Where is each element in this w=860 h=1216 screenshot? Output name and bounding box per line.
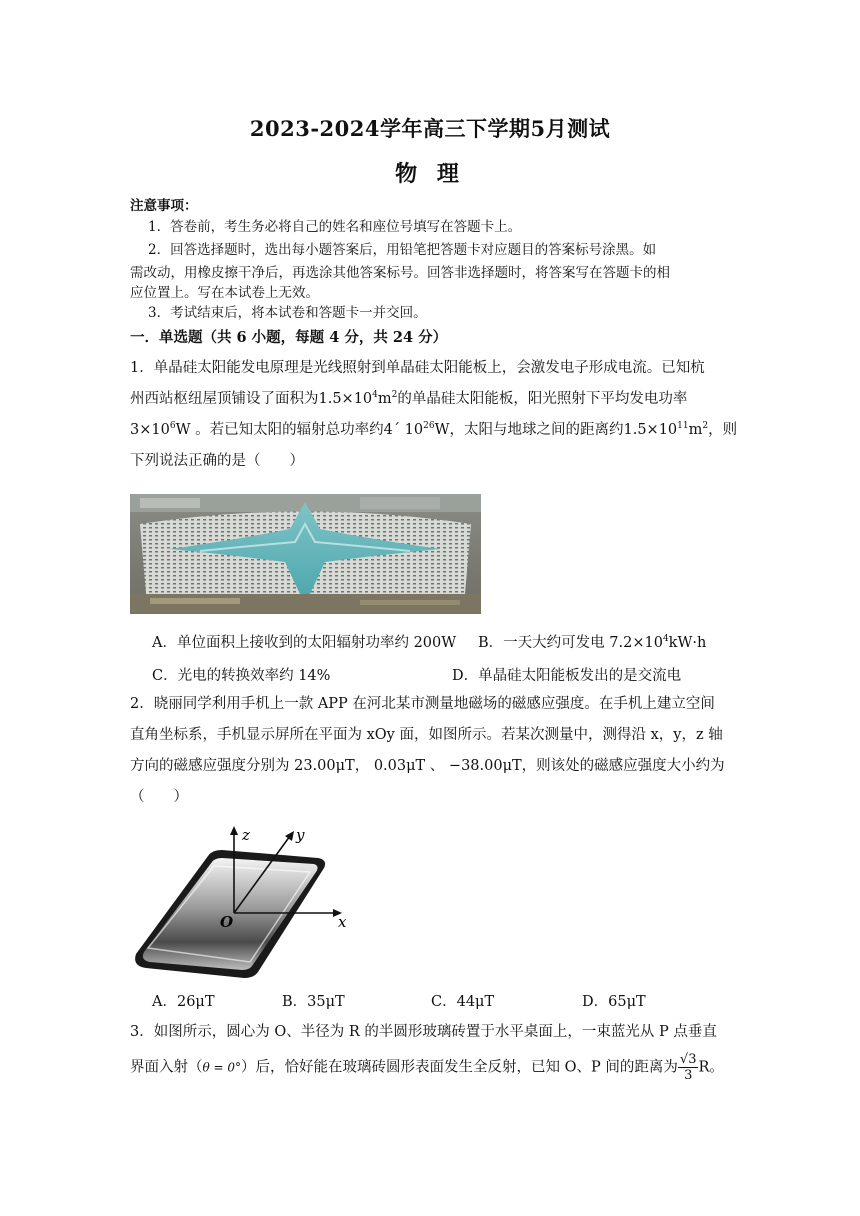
q2-line-1: 2．晓丽同学利用手机上一款 APP 在河北某市测量地磁场的磁感应强度。在手机上建立空间 bbox=[130, 696, 715, 712]
q1-line-2: 州西站枢纽屋顶铺设了面积为$1.5\times 10^4m^2$的单晶硅太阳能板，阳光照射下平均发电功率 bbox=[130, 390, 688, 407]
question-1 bbox=[130, 353, 740, 477]
notice-item-2: 2．回答选择题时，选出每小题答案后，用铅笔把答题卡对应题目的答案标号涂黑。如 bbox=[148, 242, 657, 258]
q2-line-4: （ ） bbox=[130, 789, 188, 805]
notice-heading: 注意事项： bbox=[130, 198, 198, 214]
q2-option-c[interactable]: C．44μT bbox=[431, 994, 495, 1010]
q2-option-d[interactable]: D．65μT bbox=[582, 994, 646, 1010]
q3-line-2: 界面入射（θ = 0°）后，恰好能在玻璃砖圆形表面发生全反射，已知 O、P 间的距离为 $\frac{√3}{3}$ R。 bbox=[130, 1052, 724, 1083]
notice-item-2-cont: 需改动，用橡皮擦干净后，再选涂其他答案标号。回答非选择题时，将答案写在答题卡的相 bbox=[130, 265, 670, 281]
phone-axis-diagram bbox=[130, 826, 360, 984]
q1-option-a[interactable]: A．单位面积上接收到的太阳辐射功率约 200W bbox=[152, 635, 457, 651]
question-2 bbox=[130, 689, 740, 813]
sqrt3-over-3-fraction: $\frac{√3}{3}$ bbox=[679, 1052, 697, 1083]
q1-option-b[interactable]: B．一天大约可发电 $7.2\times 10^4kW\cdot h$ bbox=[478, 634, 707, 651]
q1-line-4: 下列说法正确的是（ ） bbox=[130, 453, 304, 469]
question-3 bbox=[130, 1017, 740, 1084]
notice-item-1: 1．答卷前，考生务必将自己的姓名和座位号填写在答题卡上。 bbox=[148, 219, 522, 235]
y-axis-label: y bbox=[296, 826, 305, 844]
q2-option-a[interactable]: A．26μT bbox=[152, 994, 215, 1010]
q1-line-1: 1．单晶硅太阳能发电原理是光线照射到单晶硅太阳能板上，会激发电子形成电流。已知杭 bbox=[130, 360, 705, 376]
q2-line-3: 方向的磁感应强度分别为 23.00μT， 0.03μT 、 −38.00μT，则该处的磁感应强度大小约为 bbox=[130, 758, 725, 774]
q1-option-c[interactable]: C．光电的转换效率约 14% bbox=[152, 668, 331, 684]
notice-item-2-end: 应位置上。写在本试卷上无效。 bbox=[130, 285, 319, 301]
subject-title: 物 理 bbox=[395, 161, 465, 187]
q1-line-3: $3\times 10^6W$ 。若已知太阳的辐射总功率约4´ $10^{26}W$，太阳与地球之间的距离约$1.5\times 10^{11}m^2$，则 bbox=[130, 421, 738, 438]
notice-item-3: 3．考试结束后，将本试卷和答题卡一并交回。 bbox=[148, 305, 427, 321]
z-axis-label: z bbox=[242, 826, 250, 844]
q3-line-1: 3．如图所示，圆心为 O、半径为 R 的半圆形玻璃砖置于水平桌面上，一束蓝光从 P 点垂直 bbox=[130, 1024, 717, 1040]
x-axis-label: x bbox=[338, 913, 347, 931]
q2-option-b[interactable]: B．35μT bbox=[282, 994, 345, 1010]
q2-line-2: 直角坐标系，手机显示屏所在平面为 xOy 面，如图所示。若某次测量中，测得沿 x，y，z 轴 bbox=[130, 727, 723, 743]
station-roof-photo bbox=[130, 494, 481, 614]
exam-title: 2023-2024学年高三下学期5月测试 bbox=[249, 116, 611, 141]
q1-option-d[interactable]: D．单晶硅太阳能板发出的是交流电 bbox=[452, 668, 682, 684]
section-heading: 一．单选题（共 6 小题，每题 4 分，共 24 分） bbox=[130, 329, 448, 346]
origin-label: O bbox=[220, 913, 234, 931]
